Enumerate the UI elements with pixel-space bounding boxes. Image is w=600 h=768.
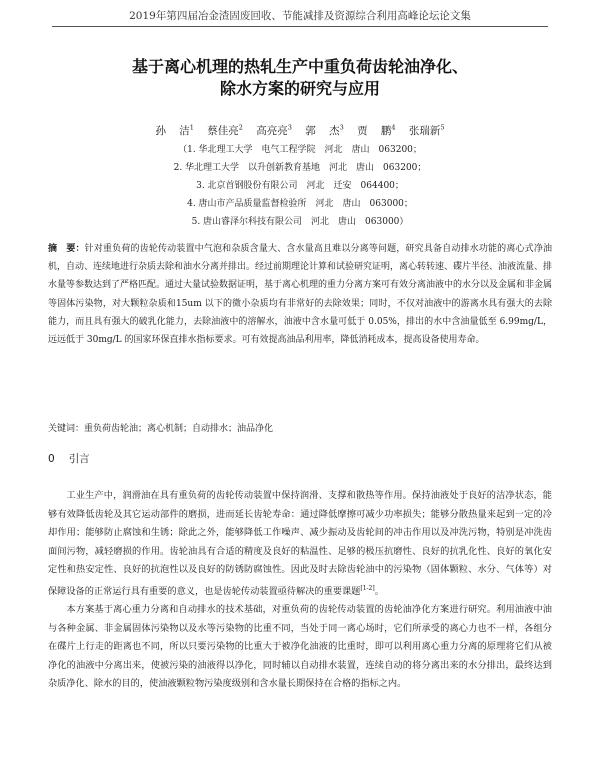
title-line-1: 基于离心机理的热轧生产中重负荷齿轮油净化、	[131, 57, 468, 76]
abstract	[48, 240, 552, 349]
paper-title	[40, 56, 560, 100]
author: 郭 杰$^3$	[305, 123, 344, 137]
affiliation: 4. 唐山市产品质量监督检验所 河北 唐山 063000；	[187, 199, 413, 209]
author: 张瑞新$^5$	[408, 123, 445, 137]
author: 高亮亮$^3$	[256, 123, 292, 137]
header-divider	[52, 26, 548, 27]
section-heading-introduction	[48, 451, 90, 466]
paragraph: 工业生产中，润滑油在具有重负荷的齿轮传动装置中保持润滑、支撑和散热等作用。保持油液处于良好的洁净状态，能够有效降低齿轮及其它运动部件的磨损，进而延长齿轮寿命：通过降低摩擦可减少功率损失；能够分散热量来起到一定的冷却作用；能够防止腐蚀和生锈；除此之外，能够降低工作噪声、减少振动及齿轮间的冲击作用以及冲洗污物，特别是冲洗齿面间污物，减轻磨损的作用。齿轮油具有合适的精度及良好的粘温性、足够的极压抗磨性、良好的抗乳化性、良好的氧化安定性和热安定性、良好的抗泡性以及良好的防锈防腐蚀性。因此及时去除齿轮油中的污染物（固体颗粒、水分、气体等）对保障设备的正常运行具有重要的意义，也是齿轮传动装置亟待解决的重要课题[1-2]。	[48, 490, 552, 597]
title-line-2: 除水方案的研究与应用	[219, 79, 380, 98]
introduction-body	[48, 487, 552, 694]
keywords-label: 关键词：	[48, 424, 85, 434]
author: 蔡佳亮$^2$	[207, 123, 243, 137]
abstract-label: 摘 要：	[48, 244, 85, 254]
author: 孙 洁$^1$	[155, 123, 194, 137]
keywords	[48, 421, 552, 434]
paragraph: 本方案基于离心重力分离和自动排水的技术基础，对重负荷的齿轮传动装置的齿轮油净化方案进行研究。利用油液中油与各种金属、非金属固体污染物以及水等污染物的比重不同，当处于同一离心场时，它们所承受的离心力也不一样，各组分在碟片上行走的距离也不同，所以只要污染物的比重大于被净化油液的比重时，即可以利用离心重力分离的原理将它们从被净化的油液中分离出来，使被污染的油液得以净化，同时辅以自动排水装置，连续自动的将分离出来的水分排出，最终达到杂质净化、除水的目的，使油液颗粒物污染度级别和含水量长期保持在合格的指标之内。	[48, 604, 552, 690]
section-title: 引言	[68, 453, 90, 465]
running-header: 2019年第四届冶金渣固废回收、节能减排及资源综合利用高峰论坛论文集	[129, 10, 471, 22]
author: 贾 鹏$^4$	[357, 123, 396, 137]
citation-ref[interactable]: [1-2]	[360, 584, 375, 592]
affiliation: 3. 北京首钢股份有限公司 河北 迁安 064400；	[196, 181, 404, 191]
abstract-text: 针对重负荷的齿轮传动装置中气泡和杂质含量大、含水量高且难以分离等问题，研究具备自动排水功能的离心式净油机，自动、连续地进行杂质去除和油水分离并排出。经过前期理论计算和试验研究证明，离心转转速、碟片半径、油液流量、排水量等参数达到了严格匹配。通过大量试验数据证明，基于离心机理的重力分离方案可有效分离油液中的水分以及金属和非金属等固体污染物，对大颗粒杂质和15um 以下的微小杂质均有非常好的去除效果；同时，不仅对油液中的游离水具有强大的去除能力，而且具有强大的破乳化能力，去除油液中的溶解水，油液中含水量可低于 0.05%，排出的水中含油量低至 6.99mg/L，远远低于 30mg/L 的国家环保直排水指标要求。可有效提高油品利用率，降低消耗成本，提高设备使用寿命。	[48, 244, 553, 346]
affiliation: 5. 唐山睿泽尔科技有限公司 河北 唐山 063000）	[191, 217, 409, 227]
affiliation: 2. 华北理工大学 以升创新教育基地 河北 唐山 063200；	[173, 163, 427, 173]
affiliation: （1. 华北理工大学 电气工程学院 河北 唐山 063200；	[178, 145, 422, 155]
author-list	[0, 123, 600, 138]
section-number: 0	[48, 453, 55, 465]
keywords-text: 重负荷齿轮油；离心机制；自动排水；油品净化	[84, 424, 274, 434]
affiliation-list	[0, 141, 600, 231]
